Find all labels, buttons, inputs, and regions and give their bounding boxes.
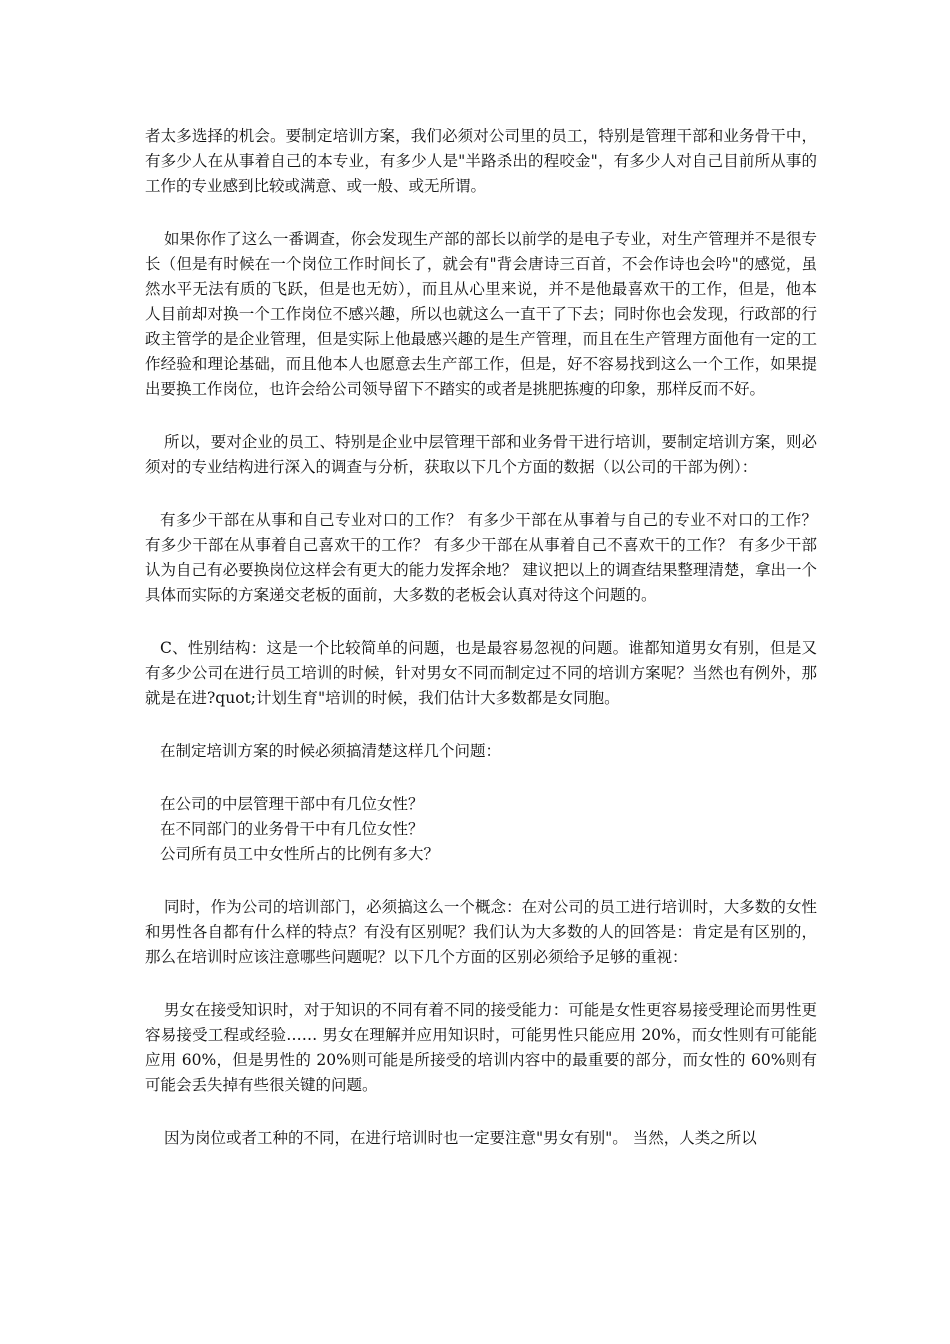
paragraph-survey-example: 如果你作了这么一番调查，你会发现生产部的部长以前学的是电子专业，对生产管理并不是很专长（但是有时候在一个岗位工作时间长了，就会有"背会唐诗三百首，不会作诗也会吟"的感觉，虽然水平无法有质的飞跃，但是也无妨），而且从心里来说，并不是他最喜欢干的工作，但是，他本人目前却对换一个工作岗位不感兴趣，所以也就这么一直干了下去；同时你也会发现，行政部的行政主管学的是企业管理，但是实际上他最感兴趣的是生产管理，而且在生产管理方面他有一定的工作经验和理论基础，而且他本人也愿意去生产部工作，但是，好不容易找到这么一个工作，如果提出要换工作岗位，也许会给公司领导留下不踏实的或者是挑肥拣瘦的印象，那样反而不好。: [145, 230, 817, 398]
paragraph-position-differences: 因为岗位或者工种的不同，在进行培训时也一定要注意"男女有别"。 当然，人类之所以: [164, 1129, 757, 1147]
list-item: 公司所有员工中女性所占的比例有多大？: [160, 845, 440, 863]
paragraph-knowledge-differences: 男女在接受知识时，对于知识的不同有着不同的接受能力：可能是女性更容易接受理论而男性更容易接受工程或经验…… 男女在理解并应用知识时，可能男性只能应用 20%，而女性则有可能能应用 60%，但是男性的 20%则可能是所接受的培训内容中的最重要的部分，而女性的 60%则有可能会丢失掉有些很关键的问题。: [145, 1001, 817, 1094]
paragraph-gender-structure: C、性别结构：这是一个比较简单的问题，也是最容易忽视的问题。谁都知道男女有别，但是又有多少公司在进行员工培训的时候，针对男女不同而制定过不同的培训方案呢？当然也有例外，那就是在进?quot;计划生育"培训的时候，我们估计大多数都是女同胞。: [145, 639, 817, 707]
list-item: 在公司的中层管理干部中有几位女性？: [160, 795, 424, 813]
document-page: [145, 124, 817, 1179]
paragraph-questions-intro: 在制定培训方案的时候必须搞清楚这样几个问题：: [160, 742, 502, 760]
question-list: [145, 792, 817, 867]
paragraph-training-data: 所以，要对企业的员工、特别是企业中层管理干部和业务骨干进行培训，要制定培训方案，则必须对的专业结构进行深入的调查与分析，获取以下几个方面的数据（以公司的干部为例）：: [145, 433, 817, 476]
paragraph-intro: 者太多选择的机会。要制定培训方案，我们必须对公司里的员工，特别是管理干部和业务骨干中，有多少人在从事着自己的本专业，有多少人是"半路杀出的程咬金"，有多少人对自己目前所从事的工作的专业感到比较或满意、或一般、或无所谓。: [145, 127, 817, 195]
list-item: 在不同部门的业务骨干中有几位女性？: [160, 820, 424, 838]
paragraph-gender-concept: 同时，作为公司的培训部门，必须搞这么一个概念：在对公司的员工进行培训时，大多数的女性和男性各自都有什么样的特点？有没有区别呢？我们认为大多数的人的回答是：肯定是有区别的，那么在培训时应该注意哪些问题呢？以下几个方面的区别必须给予足够的重视：: [145, 898, 817, 966]
paragraph-survey-questions: 有多少干部在从事和自己专业对口的工作？ 有多少干部在从事着与自己的专业不对口的工作？ 有多少干部在从事着自己喜欢干的工作？ 有多少干部在从事着自己不喜欢干的工作？ 有多少干部认为自己有必要换岗位这样会有更大的能力发挥余地？ 建议把以上的调查结果整理清楚，拿出一个具体而实际的方案递交老板的面前，大多数的老板会认真对待这个问题的。: [145, 511, 817, 604]
